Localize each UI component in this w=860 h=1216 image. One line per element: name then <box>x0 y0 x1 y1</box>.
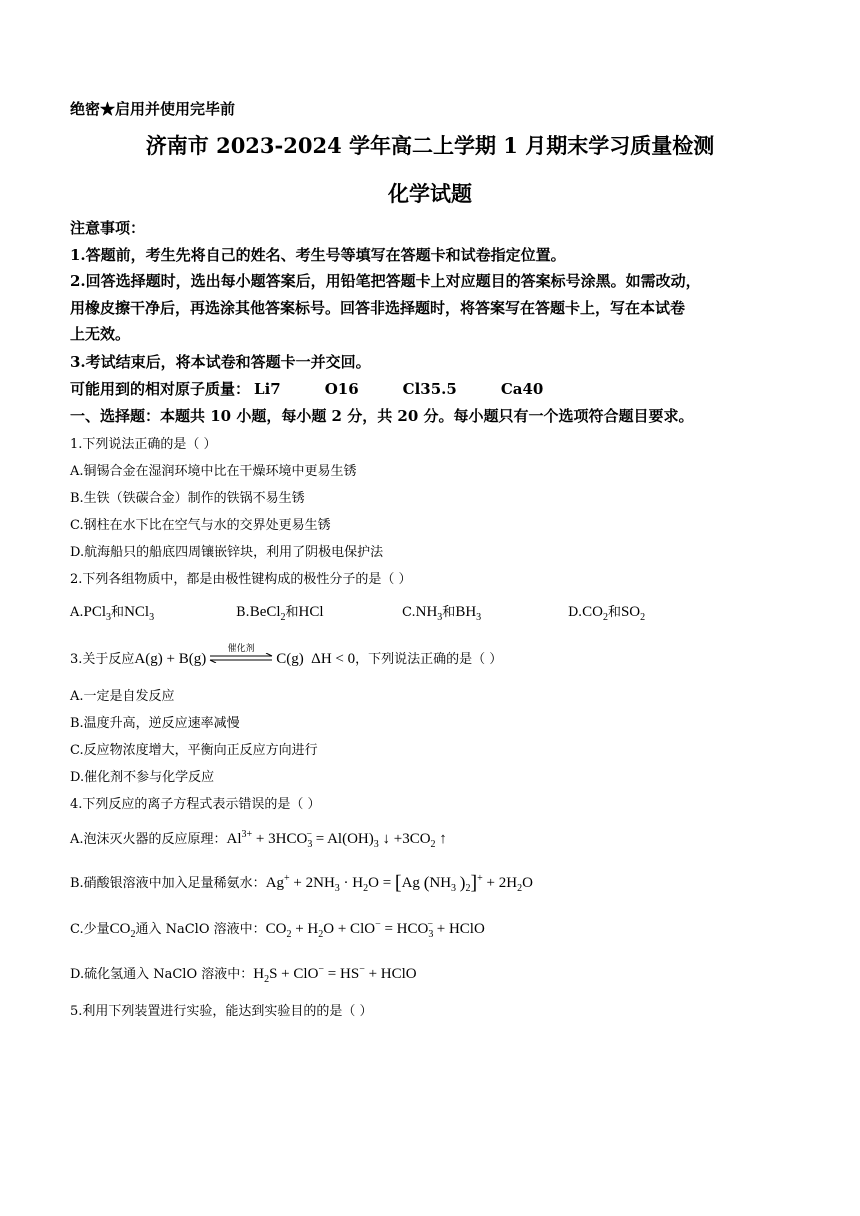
q3-option-d: D.催化剂不参与化学反应 <box>70 770 215 785</box>
q3-prefix: 3.关于反应 <box>70 652 135 667</box>
q4-option-b: B.硝酸银溶液中加入足量稀氨水：$Ag^+ + 2NH_3 \cdot H_2O = [Ag$ ($NH_3$ )$_2]^+ + 2H_2O$ <box>70 872 533 894</box>
reversible-arrow-icon <box>208 644 274 665</box>
notice-heading: 注意事项： <box>70 219 146 237</box>
q1-stem: 1.下列说法正确的是（ ） <box>70 437 217 452</box>
q2-option-d: $D.CO_2$和$SO_2$ <box>568 604 646 623</box>
notice-item-2: 2.回答选择题时，选出每小题答案后，用铅笔把答题卡上对应题目的答案标号涂黑。如需改动， <box>70 272 701 290</box>
q4-option-d: D.硫化氢通入 NaClO 溶液中：$H_2S + ClO^- = HS^-$ + HClO <box>70 964 417 985</box>
q4-option-a: A.泡沫灭火器的反应原理：$Al^{3+} + 3HCO_3^- = Al(OH)_3$ ↓ $+3CO_2$ ↑ <box>70 829 447 850</box>
exam-title: 济南市 2023-2024 学年高二上学期 1 月期末学习质量检测 <box>145 133 715 158</box>
atomic-mass-label: 可能用到的相对原子质量： <box>70 380 251 398</box>
atomic-mass-line <box>70 378 543 399</box>
notice-item-2-cont: 用橡皮擦干净后，再选涂其他答案标号。回答非选择题时，将答案写在答题卡上，写在本试卷 <box>70 299 686 317</box>
notice-item-3: 3.考试结束后，将本试卷和答题卡一并交回。 <box>70 353 371 371</box>
catalyst-label: 催化剂 <box>227 644 255 654</box>
q1-option-c: C.钢柱在水下比在空气与水的交界处更易生锈 <box>70 518 331 533</box>
section-heading: 一、选择题：本题共 10 小题，每小题 2 分，共 20 分。每小题只有一个选项符合题目要求。 <box>70 407 694 425</box>
atomic-mass-li: Li7 <box>254 380 281 398</box>
atomic-mass-ca: Ca40 <box>500 380 544 398</box>
q1-option-a: A.铜锡合金在湿润环境中比在干燥环境中更易生锈 <box>70 464 357 479</box>
atomic-mass-o: O16 <box>324 380 359 398</box>
q2-option-b: B.BeCl$_2$和HCl <box>236 604 324 623</box>
q3-stem: 3.关于反应A(g) + B(g) 催化剂 C(g) ΔH < 0，下列说法正确的是（ ） <box>70 648 502 668</box>
q1-option-d: D.航海船只的船底四周镶嵌锌块，利用了阴极电保护法 <box>70 545 384 560</box>
q2-options <box>70 601 645 621</box>
q5-stem: 5.利用下列装置进行实验，能达到实验目的的是（ ） <box>70 1004 373 1019</box>
q2-stem: 2.下列各组物质中，都是由极性键构成的极性分子的是（ ） <box>70 572 412 587</box>
atomic-mass-cl: Cl35.5 <box>402 380 457 398</box>
q3-option-a: A.一定是自发反应 <box>70 689 175 704</box>
notice-item-2-end: 上无效。 <box>70 325 131 343</box>
notice-item-1: 1.答题前，考生先将自己的姓名、考生号等填写在答题卡和试卷指定位置。 <box>70 246 566 264</box>
confidential-label: 绝密★启用并使用完毕前 <box>70 100 236 118</box>
q4-stem: 4.下列反应的离子方程式表示错误的是（ ） <box>70 797 321 812</box>
q3-suffix: ，下列说法正确的是（ ） <box>355 652 503 667</box>
q1-option-b: B.生铁（铁碳合金）制作的铁锅不易生锈 <box>70 491 305 506</box>
q3-option-c: C.反应物浓度增大，平衡向正反应方向进行 <box>70 743 318 758</box>
q2-option-a: A.PCl$_3$和NCl$_3$ <box>70 604 155 623</box>
q3-option-b: B.温度升高，逆反应速率减慢 <box>70 716 240 731</box>
q2-option-c: $C.NH_3$和$BH_3$ <box>402 604 482 623</box>
subject-title: 化学试题 <box>388 181 472 206</box>
q4-option-c: C.少量$CO_2$通入 NaClO 溶液中：$CO_2 + H_2O + ClO^- = HCO_3^-$ + HClO <box>70 919 485 940</box>
